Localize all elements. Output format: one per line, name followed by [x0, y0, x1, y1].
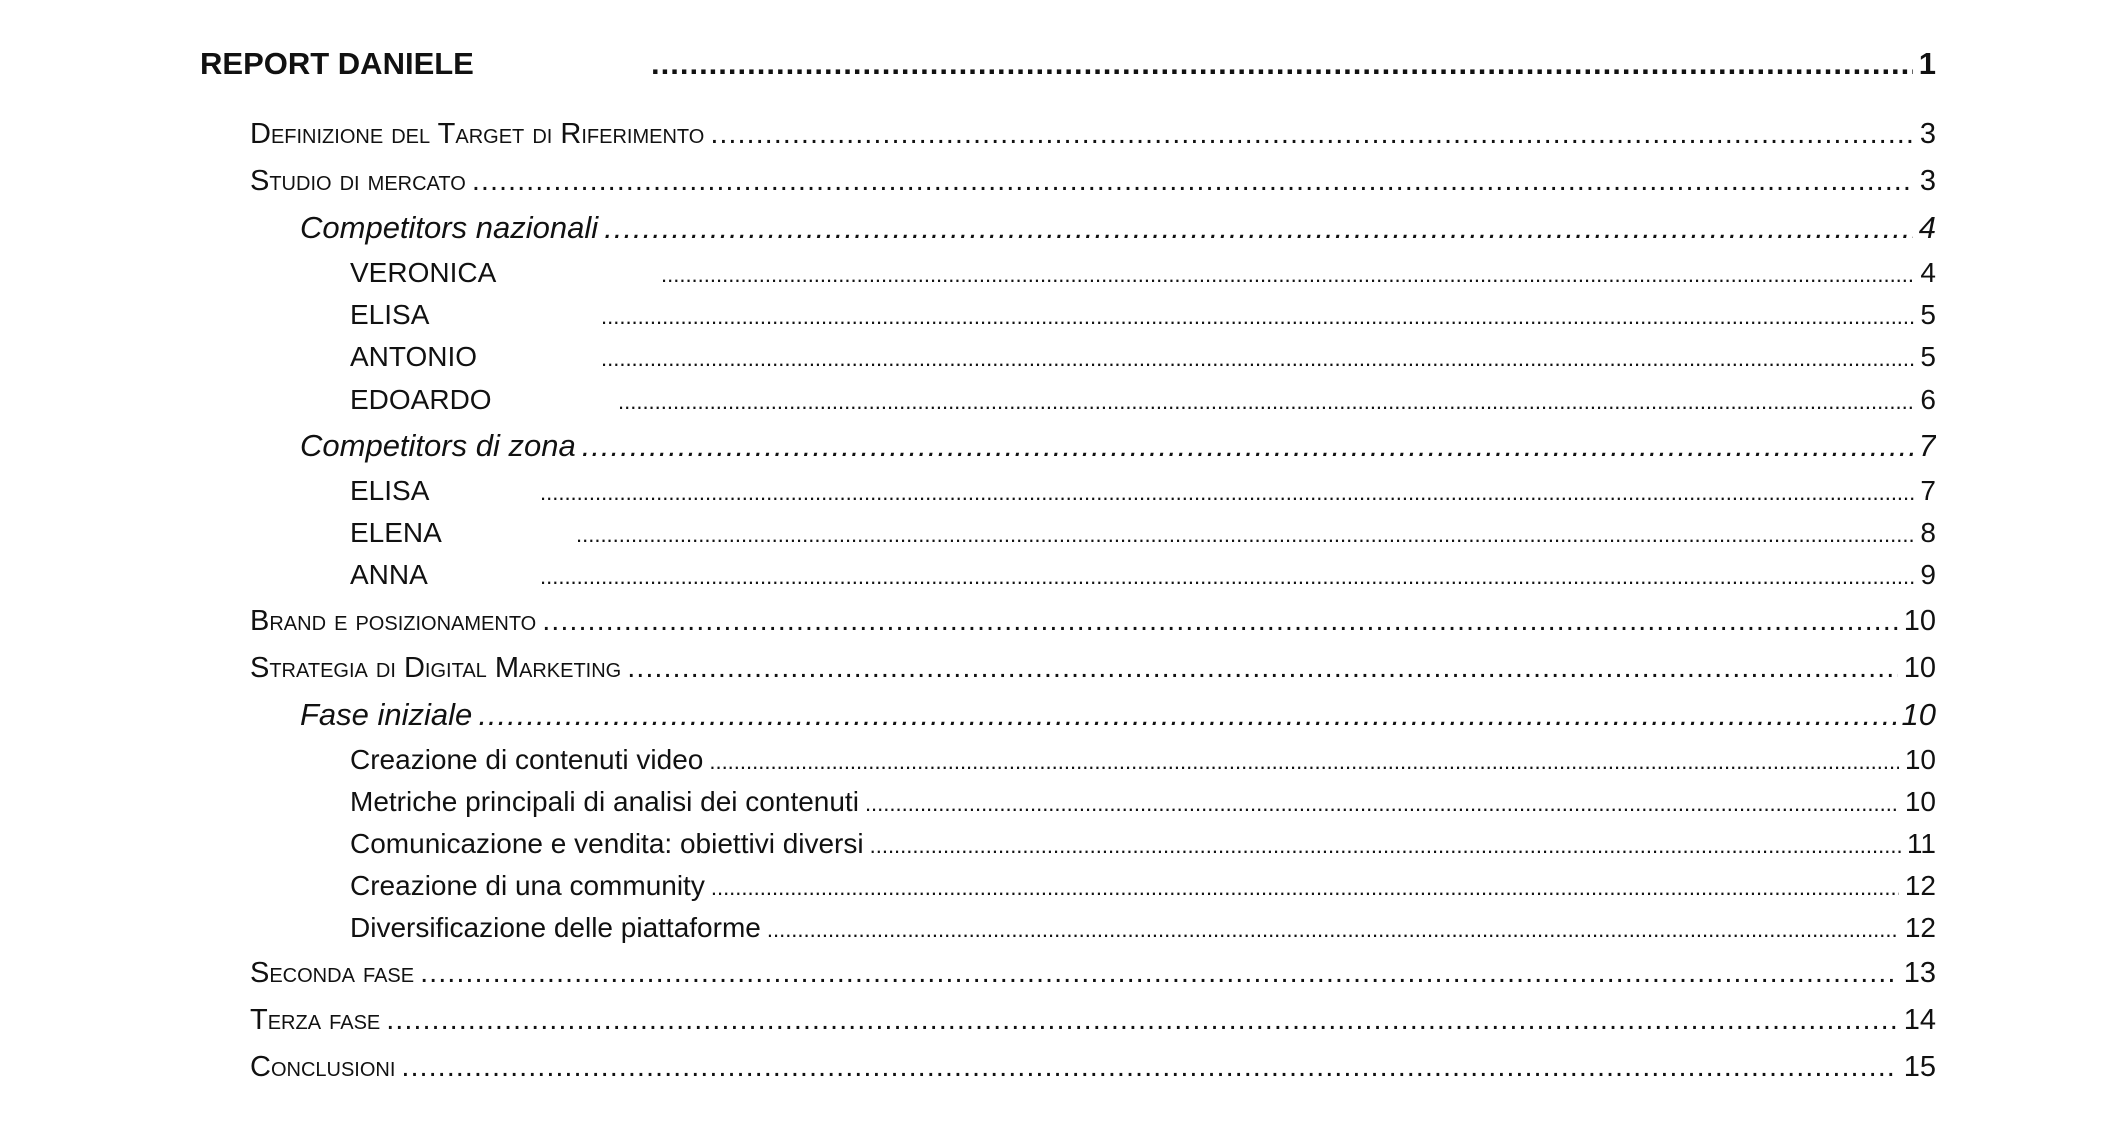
toc-entry[interactable] — [250, 957, 1936, 995]
toc-entry[interactable] — [350, 744, 1936, 780]
toc-page-number: 3 — [1919, 118, 1936, 150]
toc-leader — [540, 564, 1914, 590]
toc-entry-label: Terza fase — [250, 1004, 381, 1036]
toc-page-number: 8 — [1920, 517, 1936, 548]
toc-leader — [651, 46, 1913, 82]
toc-leader — [604, 210, 1913, 246]
toc-entry[interactable] — [300, 428, 1936, 468]
toc-entry[interactable] — [350, 384, 1936, 420]
toc-leader — [472, 165, 1914, 198]
toc-entry-label: ANNA — [350, 559, 428, 590]
toc-entry-label: Comunicazione e vendita: obiettivi diversi — [350, 828, 864, 859]
toc-entry[interactable] — [300, 210, 1936, 250]
toc-entry-label: Metriche principali di analisi dei contenuti — [350, 786, 859, 817]
toc-entry[interactable] — [350, 475, 1936, 511]
toc-leader — [542, 605, 1898, 638]
toc-entry-label: Conclusioni — [250, 1051, 396, 1083]
toc-entry-label: Seconda fase — [250, 957, 415, 989]
toc-entry-label: Competitors di zona — [300, 428, 576, 463]
toc-title-entry[interactable] — [200, 46, 1936, 86]
toc-entry-label: Diversificazione delle piattaforme — [350, 912, 761, 943]
toc-leader — [865, 791, 1899, 817]
toc-entry[interactable] — [250, 652, 1936, 690]
toc-page-number: 14 — [1903, 1004, 1936, 1036]
toc-leader — [661, 262, 1914, 288]
toc-entry-label: Definizione del Target di Riferimento — [250, 118, 705, 150]
toc-page-number: 11 — [1906, 828, 1936, 859]
toc-entry[interactable] — [250, 1051, 1936, 1089]
toc-entry[interactable] — [300, 697, 1936, 737]
toc-leader — [420, 957, 1898, 990]
toc-entry[interactable] — [350, 559, 1936, 595]
toc-leader — [710, 118, 1914, 151]
toc-entry[interactable] — [350, 299, 1936, 335]
toc-entry-label: Creazione di contenuti video — [350, 744, 704, 775]
toc-page-number: 10 — [1903, 652, 1936, 684]
toc-page-number: 15 — [1903, 1051, 1936, 1083]
toc-entry-label: VERONICA — [350, 257, 497, 288]
toc-entry-label: Creazione di una community — [350, 870, 705, 901]
toc-leader — [711, 875, 1899, 901]
toc-page-number: 9 — [1920, 559, 1936, 590]
toc-leader — [401, 1051, 1897, 1084]
toc-entry[interactable] — [350, 870, 1936, 906]
toc-leader — [870, 833, 1901, 859]
toc-entry-label: EDOARDO — [350, 384, 492, 415]
toc-page-number: 4 — [1918, 210, 1936, 245]
toc-page-number: 1 — [1918, 46, 1936, 81]
toc-leader — [576, 522, 1914, 548]
toc-page-number: 12 — [1904, 912, 1936, 943]
toc-entry[interactable] — [350, 257, 1936, 293]
toc-leader — [540, 480, 1914, 506]
toc-leader — [478, 697, 1895, 733]
toc-leader — [767, 917, 1899, 943]
toc-leader — [709, 749, 1899, 775]
toc-entry-label: Fase iniziale — [300, 697, 473, 732]
toc-entry-label: Strategia di Digital Marketing — [250, 652, 622, 684]
toc-page-number: 10 — [1901, 697, 1936, 732]
toc-entry[interactable] — [350, 786, 1936, 822]
toc-entry[interactable] — [250, 165, 1936, 203]
toc-leader — [601, 304, 1914, 330]
toc-page-number: 10 — [1904, 744, 1936, 775]
toc-entry-label: ELISA — [350, 299, 430, 330]
toc-entry[interactable] — [250, 118, 1936, 156]
toc-entry-label: ANTONIO — [350, 341, 478, 372]
toc-page-number: 10 — [1904, 786, 1936, 817]
toc-entry[interactable] — [350, 828, 1936, 864]
toc-page-number: 4 — [1920, 257, 1936, 288]
toc-entry[interactable] — [250, 1004, 1936, 1042]
toc-entry-label: ELENA — [350, 517, 442, 548]
toc-page-number: 3 — [1919, 165, 1936, 197]
toc-title: REPORT DANIELE — [200, 46, 474, 81]
toc-page-number: 7 — [1920, 475, 1936, 506]
toc-page-number: 12 — [1904, 870, 1936, 901]
toc-leader — [582, 428, 1913, 464]
toc-entry-label: Brand e posizionamento — [250, 605, 537, 637]
toc-leader — [627, 652, 1897, 685]
toc-leader — [386, 1004, 1897, 1037]
toc-entry[interactable] — [350, 912, 1936, 948]
toc-entry-label: ELISA — [350, 475, 430, 506]
toc-page-number: 5 — [1920, 341, 1936, 372]
toc-page-number: 13 — [1903, 957, 1936, 989]
toc-page-number: 7 — [1918, 428, 1936, 463]
toc-entry[interactable] — [350, 517, 1936, 553]
toc-entry-label: Competitors nazionali — [300, 210, 599, 245]
toc-entry[interactable] — [350, 341, 1936, 377]
toc-leader — [601, 346, 1914, 372]
toc-page-number: 5 — [1920, 299, 1936, 330]
toc-leader — [618, 389, 1914, 415]
toc-entry[interactable] — [250, 605, 1936, 643]
toc-entry-label: Studio di mercato — [250, 165, 466, 197]
toc-page-number: 6 — [1920, 384, 1936, 415]
toc-page-number: 10 — [1903, 605, 1936, 637]
